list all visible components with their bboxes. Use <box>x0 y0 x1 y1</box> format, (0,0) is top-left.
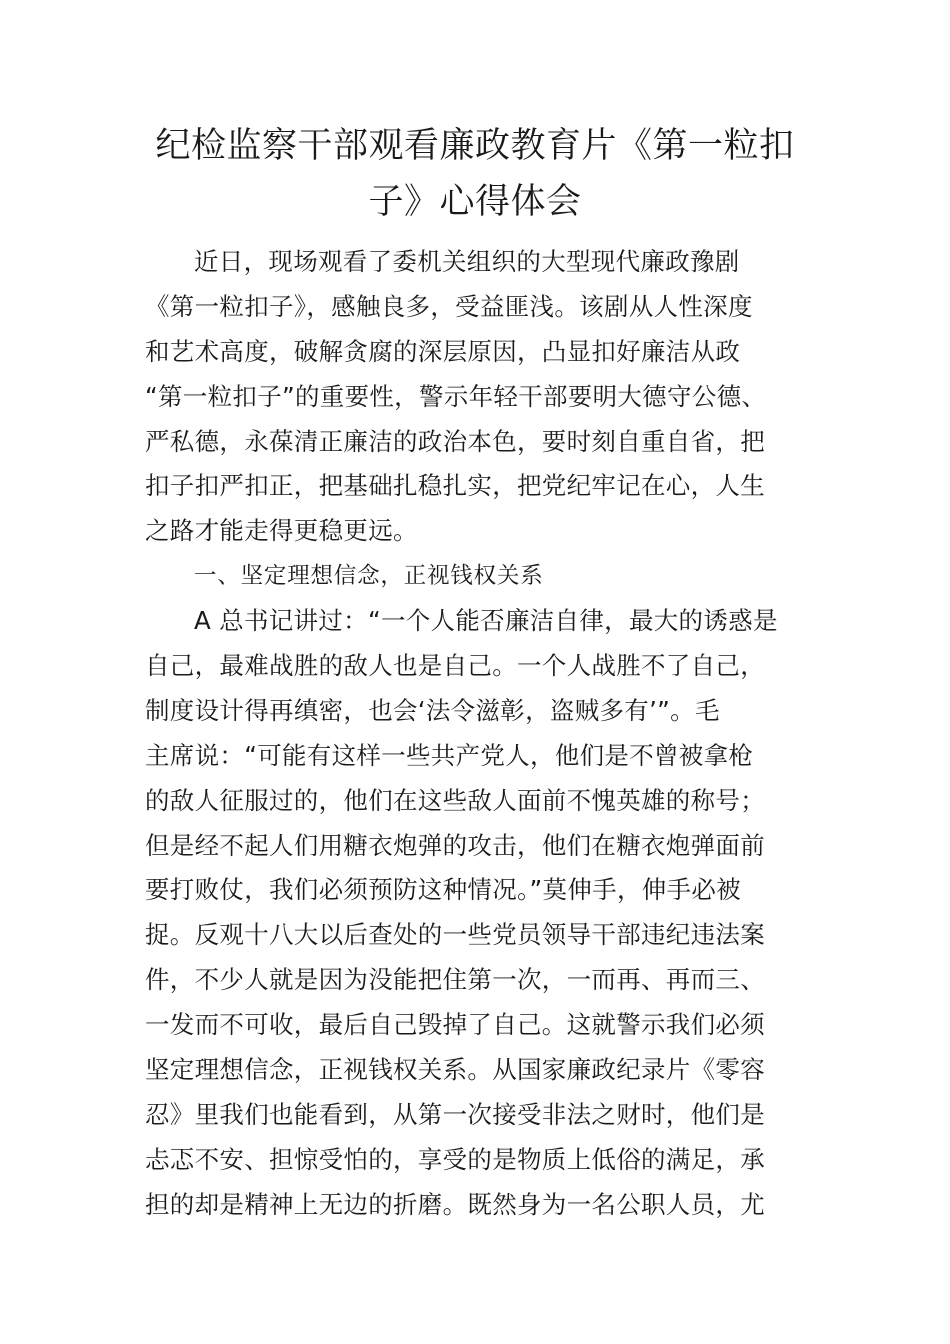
document-body <box>145 240 805 1228</box>
paragraph-line: A 总书记讲过：“一个人能否廉洁自律，最大的诱惑是 <box>194 606 778 636</box>
paragraph-line: 但是经不起人们用糖衣炮弹的攻击，他们在糖衣炮弹面前 <box>145 830 765 860</box>
paragraph-line: 捉。反观十八大以后查处的一些党员领导干部违纪违法案 <box>145 920 765 950</box>
paragraph-line: 件，不少人就是因为没能把住第一次，一而再、再而三、 <box>145 965 765 995</box>
paragraph-line: 忐忑不安、担惊受怕的，享受的是物质上低俗的满足，承 <box>145 1144 765 1174</box>
paragraph-line: 主席说：“可能有这样一些共产党人，他们是不曾被拿枪 <box>145 740 754 770</box>
title-line: 纪检监察干部观看廉政教育片《第一粒扣 <box>155 126 795 166</box>
document-title <box>140 118 810 230</box>
paragraph-line: 一发而不可收，最后自己毁掉了自己。这就警示我们必须 <box>145 1010 765 1040</box>
paragraph-line: 制度设计得再缜密，也会‘法令滋彰，盗贼多有’”。毛 <box>145 695 720 725</box>
paragraph-line: 自己，最难战胜的敌人也是自己。一个人战胜不了自己， <box>145 651 765 681</box>
paragraph-line: 近日，现场观看了委机关组织的大型现代廉政豫剧 <box>194 247 740 276</box>
section-heading: 一、坚定理想信念，正视钱权关系 <box>194 563 544 590</box>
paragraph-line: 担的却是精神上无边的折磨。既然身为一名公职人员，尤 <box>145 1189 765 1219</box>
paragraph-line: “第一粒扣子”的重要性，警示年轻干部要明大德守公德、 <box>145 381 767 411</box>
paragraph-line: 《第一粒扣子》，感触良多，受益匪浅。该剧从人性深度 <box>145 291 753 321</box>
paragraph-line: 要打败仗，我们必须预防这种情况。”莫伸手，伸手必被 <box>145 875 741 905</box>
paragraph-line: 之路才能走得更稳更远。 <box>145 516 418 546</box>
title-line: 子》心得体会 <box>368 182 582 222</box>
paragraph-line: 扣子扣严扣正，把基础扎稳扎实，把党纪牢记在心，人生 <box>145 471 765 501</box>
paragraph-line: 的敌人征服过的，他们在这些敌人面前不愧英雄的称号； <box>145 785 765 815</box>
paragraph-line: 和艺术高度，破解贪腐的深层原因，凸显扣好廉洁从政 <box>145 336 741 366</box>
paragraph-line: 坚定理想信念，正视钱权关系。从国家廉政纪录片《零容 <box>145 1055 765 1085</box>
paragraph-line: 忍》里我们也能看到，从第一次接受非法之财时，他们是 <box>145 1099 765 1129</box>
paragraph-line: 严私德，永葆清正廉洁的政治本色，要时刻自重自省，把 <box>145 426 765 456</box>
